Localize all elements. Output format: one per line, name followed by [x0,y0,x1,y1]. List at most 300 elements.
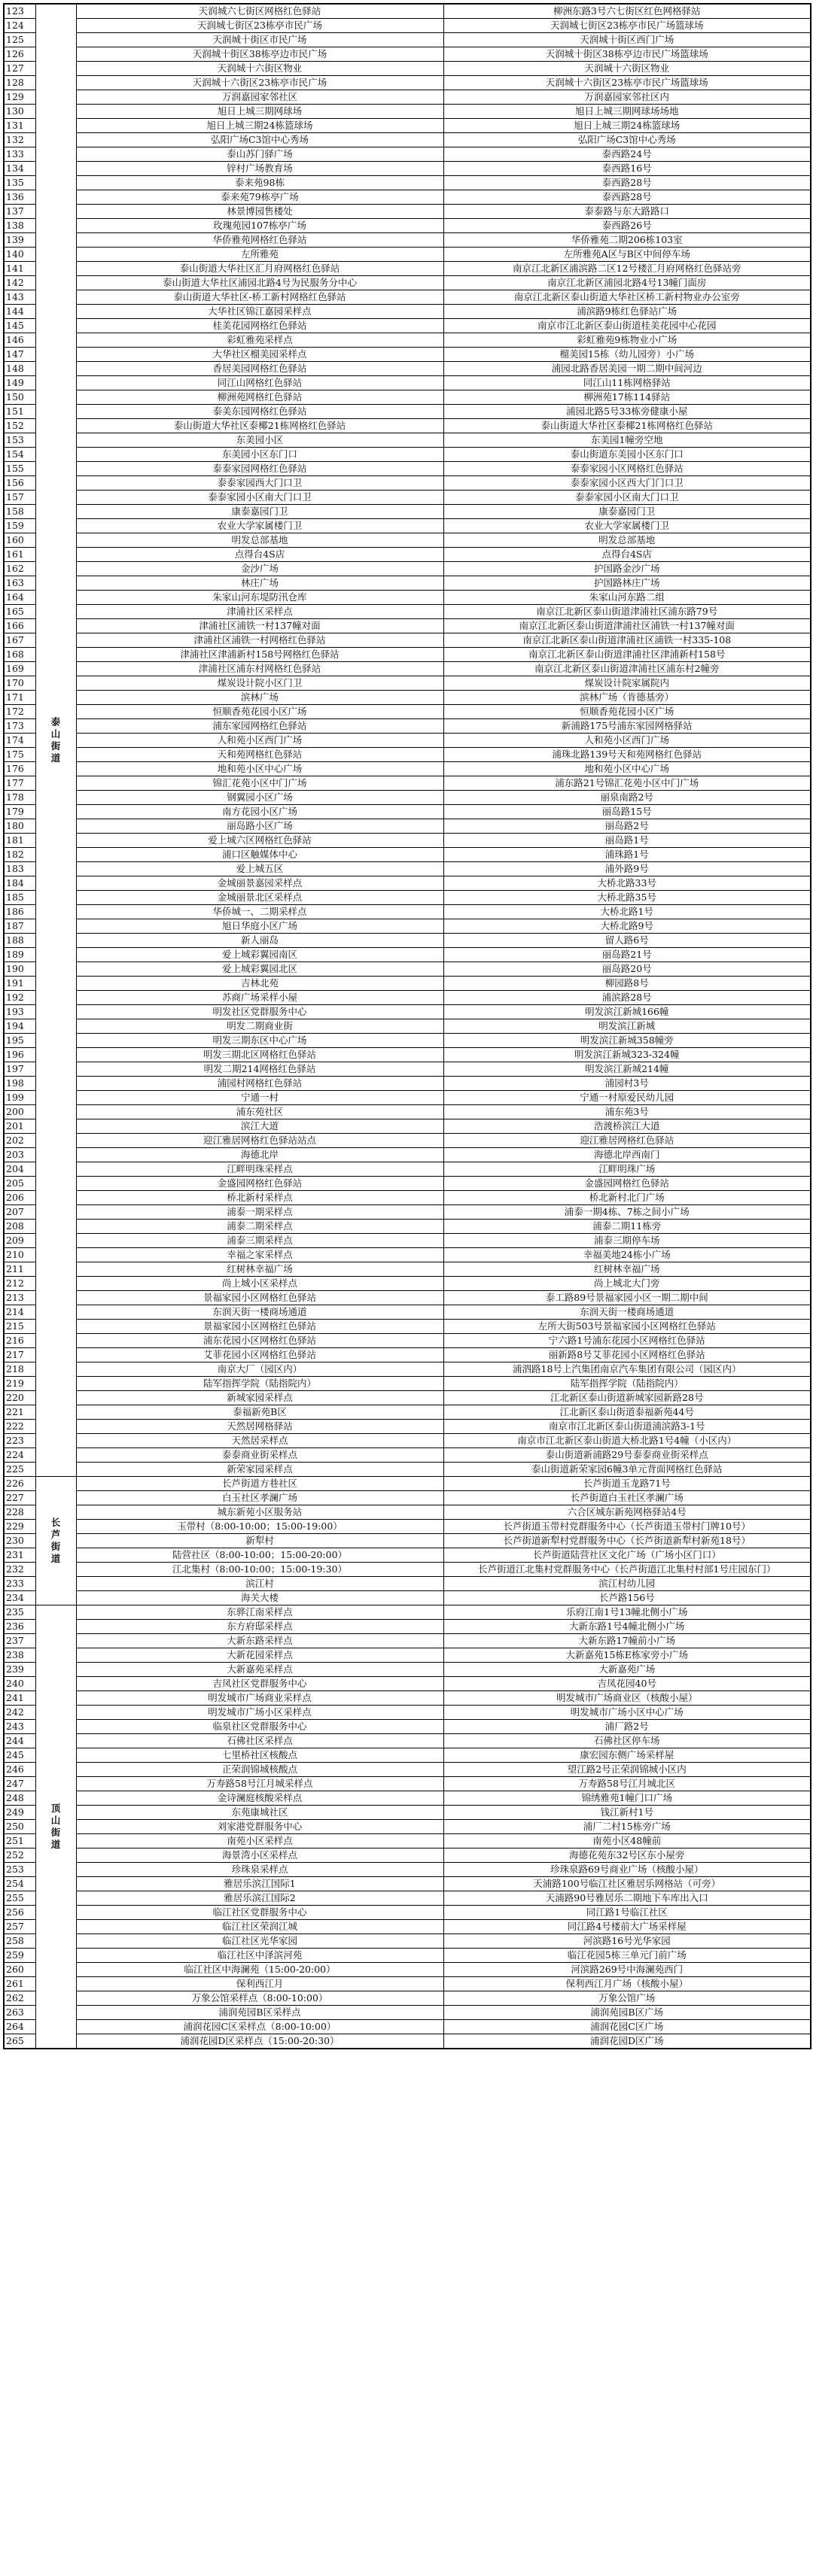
site-name: 艾菲花园小区网格红色驿站 [76,1348,443,1362]
row-number: 203 [4,1148,35,1162]
row-number: 242 [4,1706,35,1720]
site-name: 海关大楼 [76,1591,443,1605]
row-number: 231 [4,1548,35,1563]
table-row [4,1848,811,1863]
table-row [4,1277,811,1291]
site-name: 万润嘉园家邻社区 [76,90,443,105]
site-address: 六合区城东新苑网格驿站4号 [443,1505,811,1520]
site-address: 浦珠北路139号天和苑网格红色驿站 [443,748,811,762]
site-address: 浦润苑园B区广场 [443,2006,811,2020]
district-name-char: 长 [50,1517,61,1528]
row-number: 192 [4,991,35,1005]
row-number: 193 [4,1005,35,1019]
table-row [4,1720,811,1734]
site-address: 泰山街道大华社区泰椰21栋网格红色驿站 [443,419,811,433]
site-name: 锌村广场教育场 [76,162,443,176]
district-name-char: 道 [50,1553,61,1564]
row-number: 176 [4,762,35,776]
site-address: 丽岛路2号 [443,819,811,834]
site-name: 明发三期北区网格红色驿站 [76,1048,443,1062]
site-name: 明发二期商业街 [76,1019,443,1034]
table-row [4,505,811,519]
site-address: 浦园北路香居美园一期二期中间河边 [443,362,811,376]
site-name: 万寿路58号江月城采样点 [76,1777,443,1791]
site-address: 浦珠路1号 [443,848,811,862]
site-name: 天润城六七街区网格红色驿站 [76,4,443,19]
table-row [4,90,811,105]
site-name: 新城家园采样点 [76,1391,443,1405]
table-row [4,1563,811,1577]
site-name: 大华社区榴美园采样点 [76,348,443,362]
table-row [4,4,811,19]
district-name [35,4,76,1477]
site-name: 天润城十街区38栋亭边市民广场 [76,47,443,62]
row-number: 195 [4,1034,35,1048]
site-address: 旭日上城三期网球场场地 [443,105,811,119]
row-number: 206 [4,1191,35,1205]
table-row [4,1577,811,1591]
site-name: 泰美东园网格红色驿站 [76,405,443,419]
site-name: 爱上城彩翼园北区 [76,962,443,977]
table-row [4,1434,811,1448]
site-name: 左所雅苑 [76,248,443,262]
site-name: 林景博园售楼处 [76,205,443,219]
site-name: 泰山街道大华社区汇月府网格红色驿站 [76,262,443,276]
site-name: 点得台4S店 [76,548,443,562]
site-address: 万寿路58号江月城北区 [443,1777,811,1791]
row-number: 152 [4,419,35,433]
row-number: 204 [4,1162,35,1177]
site-name: 长芦街道方巷社区 [76,1477,443,1491]
site-address: 大新东路1号4幢北侧小广场 [443,1620,811,1634]
table-row [4,290,811,305]
site-name: 天和苑网格红色驿站 [76,748,443,762]
site-address: 乐府江南1号13幢北侧小广场 [443,1605,811,1620]
site-name: 明发总部基地 [76,533,443,548]
testing-site-table [3,3,811,2049]
row-number: 258 [4,1934,35,1949]
table-row [4,119,811,133]
site-address: 大新东路17幢前小广场 [443,1634,811,1648]
row-number: 173 [4,719,35,734]
site-address: 珍珠泉路69号商业广场（核酸小屋） [443,1863,811,1877]
site-address: 泰泰家园小区网格红色驿站 [443,462,811,476]
table-row [4,205,811,219]
site-name: 泰山街道大华社区浦园北路4号为民服务分中心 [76,276,443,290]
site-address: 钱江新村1号 [443,1806,811,1820]
site-address: 丽泉南路2号 [443,791,811,805]
row-number: 241 [4,1691,35,1706]
district-name-char: 街 [50,1541,61,1552]
site-name: 雅居乐滨江国际1 [76,1877,443,1891]
site-address: 万润嘉园家邻社区内 [443,90,811,105]
table-row [4,1320,811,1334]
row-number: 188 [4,934,35,948]
site-name: 明发三期东区中心广场 [76,1034,443,1048]
row-number: 167 [4,633,35,648]
table-row [4,276,811,290]
site-address: 大新嘉苑广场 [443,1663,811,1677]
table-row [4,1963,811,1977]
site-name: 新人丽岛 [76,934,443,948]
site-address: 左所大街503号景福家园小区网格红色驿站 [443,1320,811,1334]
site-name: 浦口区触媒体中心 [76,848,443,862]
site-address: 泰山街道新荣家园6幢3单元背面网格红色驿站 [443,1463,811,1477]
site-name: 钢翼园小区广场 [76,791,443,805]
site-address: 南京市江北新区泰山街道大桥北路1号4幢（小区内） [443,1434,811,1448]
table-row [4,1377,811,1391]
table-row [4,2020,811,2034]
row-number: 155 [4,462,35,476]
site-name: 浦东苑社区 [76,1105,443,1119]
site-name: 金城丽景北区采样点 [76,891,443,905]
site-name: 康泰嘉园门卫 [76,505,443,519]
row-number: 181 [4,834,35,848]
site-address: 滨林广场（肯德基旁） [443,691,811,705]
table-row [4,1348,811,1362]
site-name: 玫瑰苑园107栋亭广场 [76,219,443,233]
table-row [4,676,811,691]
site-name: 泰山街道大华社区泰椰21栋网格红色驿站 [76,419,443,433]
district-name-char: 道 [50,752,61,764]
site-name: 泰泰家园西大门口卫 [76,476,443,491]
site-address: 长芦街道玉龙路71号 [443,1477,811,1491]
site-address: 石佛社区停车场 [443,1734,811,1748]
table-row [4,1477,811,1491]
site-address: 江畔明珠广场 [443,1162,811,1177]
site-name: 景福家园小区网格红色驿站 [76,1320,443,1334]
site-name: 泰山街道大华社区-桥工新村网格红色驿站 [76,290,443,305]
site-address: 南京江北新区泰山街道津浦社区津浦新村158号 [443,648,811,662]
row-number: 145 [4,319,35,333]
row-number: 158 [4,505,35,519]
row-number: 129 [4,90,35,105]
table-row [4,491,811,505]
table-row [4,1820,811,1834]
site-address: 河滨路16号光华家园 [443,1934,811,1949]
site-name: 东骅江南采样点 [76,1605,443,1620]
row-number: 232 [4,1563,35,1577]
site-address: 朱家山河东路二组 [443,591,811,605]
site-name: 农业大学家属楼门卫 [76,519,443,533]
site-name: 幸福之家采样点 [76,1248,443,1262]
site-address: 护国路林庄广场 [443,576,811,591]
row-number: 148 [4,362,35,376]
site-address: 康泰嘉园门卫 [443,505,811,519]
row-number: 161 [4,548,35,562]
site-name: 锦汇花苑小区中门广场 [76,776,443,791]
row-number: 162 [4,562,35,576]
site-address: 长芦街道江北集村党群服务中心（长芦街道江北集村村部1号庄园东门） [443,1563,811,1577]
table-row [4,33,811,47]
table-row [4,705,811,719]
district-name [35,1477,76,1605]
site-address: 海德花苑东32号区东小屋旁 [443,1848,811,1863]
row-number: 229 [4,1520,35,1534]
site-address: 滨江村幼儿园 [443,1577,811,1591]
site-name: 浦泰三期采样点 [76,1234,443,1248]
table-row [4,805,811,819]
site-address: 大新嘉苑15栋E栋家旁小广场 [443,1648,811,1663]
site-name: 金诗澜庭核酸采样点 [76,1791,443,1806]
row-number: 198 [4,1077,35,1091]
site-address: 南京江北新区泰山街道津浦社区浦铁一村335-108 [443,633,811,648]
site-address: 明发滨江新城214幢 [443,1062,811,1077]
site-name: 海景湾小区采样点 [76,1848,443,1863]
row-number: 253 [4,1863,35,1877]
table-row [4,1920,811,1934]
row-number: 235 [4,1605,35,1620]
table-row [4,719,811,734]
site-name: 正荣润锦城核酸点 [76,1763,443,1777]
site-address: 桥北新村北门广场 [443,1191,811,1205]
site-address: 浦润花园D区广场 [443,2034,811,2049]
table-row [4,1634,811,1648]
row-number: 180 [4,819,35,834]
table-row [4,1991,811,2006]
row-number: 248 [4,1791,35,1806]
table-row [4,1019,811,1034]
site-name: 泰山苏门驿广场 [76,147,443,162]
row-number: 131 [4,119,35,133]
row-number: 179 [4,805,35,819]
table-row [4,248,811,262]
site-address: 明发城市广场商业区（核酸小屋） [443,1691,811,1706]
row-number: 246 [4,1763,35,1777]
site-name: 弘阳广场C3馆中心秀场 [76,133,443,147]
row-number: 259 [4,1949,35,1963]
table-row [4,62,811,76]
site-name: 泰泰商业街采样点 [76,1448,443,1463]
site-name: 爱上城彩翼园南区 [76,948,443,962]
site-address: 恒顺香苑花园小区广场 [443,705,811,719]
row-number: 226 [4,1477,35,1491]
row-number: 240 [4,1677,35,1691]
table-row [4,2006,811,2020]
site-address: 万象公馆广场 [443,1991,811,2006]
row-number: 202 [4,1134,35,1148]
row-number: 172 [4,705,35,719]
row-number: 143 [4,290,35,305]
site-address: 天浦路100号临江社区雅居乐网格站（可旁） [443,1877,811,1891]
site-name: 南方花园小区广场 [76,805,443,819]
table-row [4,848,811,862]
row-number: 245 [4,1748,35,1763]
site-name: 同江山网格红色驿站 [76,376,443,390]
site-name: 泰福新苑B区 [76,1405,443,1420]
row-number: 141 [4,262,35,276]
site-name: 东方府邸采样点 [76,1620,443,1634]
row-number: 225 [4,1463,35,1477]
site-name: 旭日上城三期网球场 [76,105,443,119]
site-address: 泰山街道东美园小区东门口 [443,448,811,462]
row-number: 189 [4,948,35,962]
site-name: 苏商广场采样小屋 [76,991,443,1005]
site-address: 长芦街道陆营社区文化广场（广场小区门口） [443,1548,811,1563]
site-name: 津浦社区浦铁一村网格红色驿站 [76,633,443,648]
site-name: 吉林北苑 [76,977,443,991]
site-name: 明发城市广场商业采样点 [76,1691,443,1706]
site-name: 桥北新村采样点 [76,1191,443,1205]
row-number: 257 [4,1920,35,1934]
site-name: 彩虹雅苑采样点 [76,333,443,348]
table-row [4,1034,811,1048]
site-address: 同江路1号临江社区 [443,1906,811,1920]
row-number: 151 [4,405,35,419]
row-number: 139 [4,233,35,248]
table-row [4,1706,811,1720]
row-number: 130 [4,105,35,119]
table-row [4,948,811,962]
row-number: 164 [4,591,35,605]
site-address: 明发滨江新城166幢 [443,1005,811,1019]
site-address: 南京市江北新区泰山街道浦滨路3-1号 [443,1420,811,1434]
site-address: 弘阳广场C3馆中心秀场 [443,133,811,147]
site-address: 浦滨路9栋红色驿站广场 [443,305,811,319]
site-address: 浦外路9号 [443,862,811,876]
table-row [4,1405,811,1420]
site-address: 泰西路28号 [443,176,811,190]
row-number: 256 [4,1906,35,1920]
site-address: 泰泰路与东大路路口 [443,205,811,219]
district-name-char: 顶 [50,1803,61,1814]
row-number: 215 [4,1320,35,1334]
site-address: 浦东路21号锦汇花苑小区中门广场 [443,776,811,791]
site-address: 留人路6号 [443,934,811,948]
row-number: 254 [4,1877,35,1891]
row-number: 255 [4,1891,35,1906]
site-name: 明发社区党群服务中心 [76,1005,443,1019]
row-number: 227 [4,1491,35,1505]
site-address: 丽岛路15号 [443,805,811,819]
site-address: 长芦街道玉带村党群服务中心（长芦街道玉带村门牌10号） [443,1520,811,1534]
table-row [4,1548,811,1563]
table-row [4,1977,811,1991]
site-name: 浦园村网格红色驿站 [76,1077,443,1091]
row-number: 251 [4,1834,35,1848]
district-name-char: 芦 [50,1529,61,1540]
site-address: 浦厂路2号 [443,1720,811,1734]
row-number: 186 [4,905,35,919]
district-name [35,1605,76,2049]
table-row [4,905,811,919]
table-row [4,47,811,62]
table-row [4,776,811,791]
site-name: 朱家山河东堤防汛仓库 [76,591,443,605]
site-address: 浦滨路28号 [443,991,811,1005]
table-row [4,1148,811,1162]
table-row [4,105,811,119]
site-address: 南京江北新区泰山街道大华社区桥工新村物业办公室旁 [443,290,811,305]
table-row [4,476,811,491]
site-address: 长芦街道新犁村党群服务中心（长芦街道新犁村新苑18号） [443,1534,811,1548]
site-address: 望江路2号正荣润锦城小区内 [443,1763,811,1777]
table-row [4,1391,811,1405]
table-row [4,147,811,162]
row-number: 185 [4,891,35,905]
table-row [4,662,811,676]
table-row [4,1591,811,1605]
table-row [4,962,811,977]
site-name: 浦东家园网格红色驿站 [76,719,443,734]
site-name: 滨江村 [76,1577,443,1591]
site-address: 金盛园网格红色驿站 [443,1177,811,1191]
row-number: 199 [4,1091,35,1105]
row-number: 219 [4,1377,35,1391]
site-address: 锦绣雅苑1幢门口广场 [443,1791,811,1806]
site-address: 长芦街道白玉社区孝澜广场 [443,1491,811,1505]
table-row [4,1234,811,1248]
table-row [4,819,811,834]
table-row [4,1605,811,1620]
site-address: 泰西路16号 [443,162,811,176]
site-name: 爱上城五区 [76,862,443,876]
site-address: 柳洲苑17栋114驿站 [443,390,811,405]
site-address: 泰工路89号景福家园小区一期二期中间 [443,1291,811,1305]
table-row [4,1134,811,1148]
site-address: 尚上城北大门旁 [443,1277,811,1291]
row-number: 149 [4,376,35,390]
site-address: 吉凤花园40号 [443,1677,811,1691]
site-name: 大新嘉苑采样点 [76,1663,443,1677]
row-number: 124 [4,19,35,33]
row-number: 250 [4,1820,35,1834]
row-number: 222 [4,1420,35,1434]
table-row [4,333,811,348]
site-address: 浦东苑3号 [443,1105,811,1119]
table-row [4,891,811,905]
site-name: 香居美园网格红色驿站 [76,362,443,376]
site-address: 河滨路269号中海澜苑西门 [443,1963,811,1977]
site-name: 临江社区党群服务中心 [76,1906,443,1920]
site-name: 浦泰二期采样点 [76,1220,443,1234]
row-number: 218 [4,1362,35,1377]
row-number: 142 [4,276,35,290]
row-number: 207 [4,1205,35,1220]
table-row [4,1291,811,1305]
site-address: 南京江北新区浦滨路二区12号楼汇月府网格红色驿站旁 [443,262,811,276]
table-row [4,390,811,405]
site-name: 新荣家园采样点 [76,1463,443,1477]
site-address: 明发总部基地 [443,533,811,548]
row-number: 127 [4,62,35,76]
table-row [4,748,811,762]
table-row [4,219,811,233]
table-row [4,1520,811,1534]
site-name: 浦东花园小区网格红色驿站 [76,1334,443,1348]
table-row [4,1491,811,1505]
row-number: 132 [4,133,35,147]
row-number: 133 [4,147,35,162]
site-address: 南苑小区48幢前 [443,1834,811,1848]
site-name: 天润城十六街区物业 [76,62,443,76]
site-name: 大新东路采样点 [76,1634,443,1648]
row-number: 156 [4,476,35,491]
site-address: 泰山街道新浦路29号泰泰商业街采样点 [443,1448,811,1463]
site-name: 南京大厂（园区内） [76,1362,443,1377]
table-row [4,419,811,433]
row-number: 160 [4,533,35,548]
row-number: 191 [4,977,35,991]
site-name: 玉带村（8:00-10:00；15:00-19:00） [76,1520,443,1534]
table-row [4,834,811,848]
table-row [4,1620,811,1634]
site-name: 吉凤社区党群服务中心 [76,1677,443,1691]
row-number: 213 [4,1291,35,1305]
site-name: 临江社区荣润江城 [76,1920,443,1934]
table-row [4,1420,811,1434]
table-row [4,1677,811,1691]
